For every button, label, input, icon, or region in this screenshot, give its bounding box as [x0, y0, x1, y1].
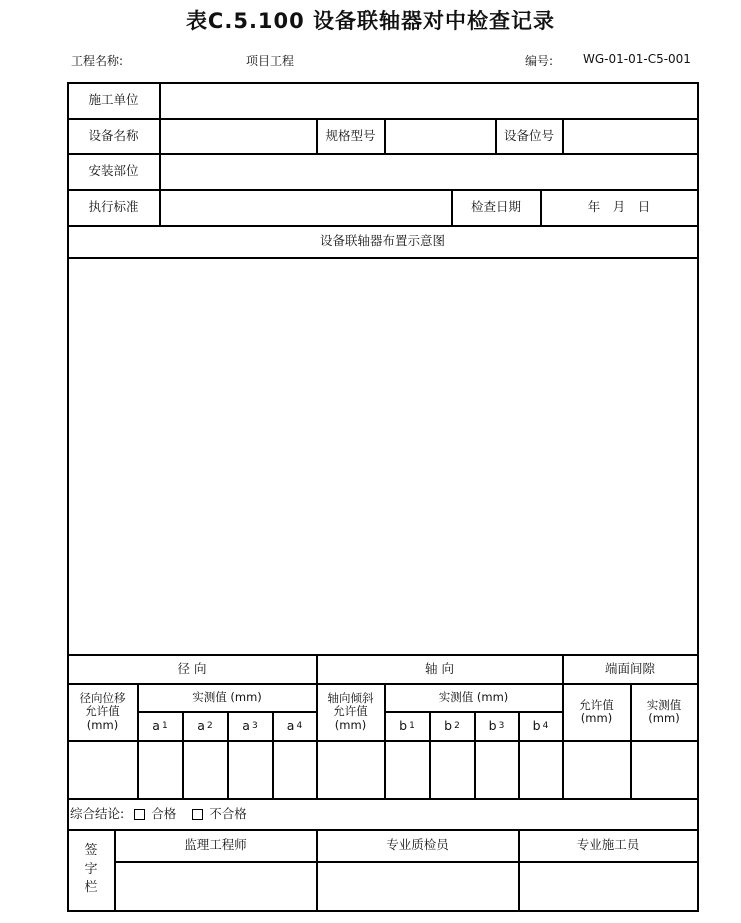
inspector-signature-field[interactable]	[318, 863, 518, 910]
supervisor-label: 监理工程师	[184, 837, 247, 853]
b4-label: b 4	[532, 717, 549, 733]
gap-allowance-label	[563, 684, 630, 740]
install-part-field[interactable]	[161, 154, 697, 189]
signature-title	[68, 830, 114, 910]
install-part-label: 安装部位	[88, 163, 139, 179]
b2-label: b 2	[444, 717, 460, 733]
conclusion-row	[70, 799, 370, 829]
b3-field[interactable]	[476, 742, 518, 798]
project-label: 工程名称:	[71, 54, 124, 68]
gap-allowance-field[interactable]	[564, 742, 630, 798]
end-gap-header: 端面间隙	[604, 660, 655, 676]
fail-label: 不合格	[209, 805, 247, 821]
signature-char-1: 签	[84, 842, 98, 858]
signature-char-2: 字	[84, 861, 98, 877]
a3-label: a 3	[242, 717, 258, 733]
axial-actual-label: 实测值 (mm)	[438, 689, 509, 704]
equipment-name-label: 设备名称	[88, 127, 139, 143]
axial-allowance-field[interactable]	[318, 742, 384, 798]
equipment-position-label: 设备位号	[503, 127, 554, 143]
constructor-signature-field[interactable]	[520, 863, 697, 910]
gap-actual-line2: (mm)	[648, 711, 680, 725]
signature-char-3: 栏	[84, 880, 98, 896]
a2-label: a 2	[197, 717, 213, 733]
axial-allow-line1: 轴向倾斜	[327, 691, 374, 706]
radial-allowance-label	[68, 684, 137, 740]
radial-allow-line2: 允许值	[85, 704, 120, 719]
pass-label: 合格	[151, 805, 177, 821]
radial-actual-label: 实测值 (mm)	[192, 689, 262, 704]
standard-label: 执行标准	[88, 199, 139, 215]
standard-field[interactable]	[161, 190, 451, 225]
project-value: 项目工程	[246, 54, 295, 68]
a1-label: a 1	[152, 717, 168, 733]
axial-allowance-label	[317, 684, 384, 740]
construction-unit-field[interactable]	[161, 83, 697, 118]
inspector-label: 专业质检员	[386, 837, 449, 853]
code-value: WG-01-01-C5-001	[583, 52, 691, 66]
conclusion-label: 综合结论:	[70, 805, 125, 821]
b4-field[interactable]	[520, 742, 562, 798]
diagram-title: 设备联轴器布置示意图	[319, 233, 445, 249]
equipment-name-field[interactable]	[161, 119, 316, 153]
gap-actual-line1: 实测值	[646, 697, 682, 712]
b2-field[interactable]	[431, 742, 474, 798]
a3-field[interactable]	[229, 742, 272, 798]
constructor-label: 专业施工员	[576, 837, 640, 853]
radial-header: 径 向	[177, 660, 207, 676]
radial-allowance-field[interactable]	[69, 742, 137, 798]
axial-allow-line3: (mm)	[334, 717, 367, 732]
b3-label: b 3	[488, 717, 505, 733]
check-date-field[interactable]: 年 月 日	[587, 199, 651, 215]
spec-model-field[interactable]	[386, 119, 495, 153]
axial-allow-line2: 允许值	[333, 704, 368, 719]
spec-model-label: 规格型号	[325, 127, 376, 143]
equipment-position-field[interactable]	[564, 119, 697, 153]
gap-actual-field[interactable]	[632, 742, 697, 798]
a2-field[interactable]	[184, 742, 227, 798]
radial-allow-line3: (mm)	[86, 717, 119, 732]
code-label: 编号:	[525, 54, 554, 68]
axial-header: 轴 向	[425, 660, 454, 676]
b1-label: b 1	[399, 717, 415, 733]
supervisor-signature-field[interactable]	[116, 863, 316, 910]
radial-allow-line1: 径向位移	[79, 691, 126, 706]
pass-checkbox[interactable]	[134, 809, 145, 820]
a1-field[interactable]	[139, 742, 182, 798]
fail-checkbox[interactable]	[192, 809, 203, 820]
b1-field[interactable]	[386, 742, 429, 798]
a4-field[interactable]	[274, 742, 316, 798]
construction-unit-label: 施工单位	[88, 92, 139, 108]
gap-allow-line2: (mm)	[580, 711, 613, 725]
check-date-label: 检查日期	[470, 199, 521, 215]
gap-allow-line1: 允许值	[579, 697, 614, 712]
gap-actual-label	[631, 684, 697, 740]
page-title: 表C.5.100 设备联轴器对中检查记录	[185, 9, 556, 33]
diagram-area[interactable]	[69, 259, 697, 654]
a4-label: a 4	[286, 717, 303, 733]
